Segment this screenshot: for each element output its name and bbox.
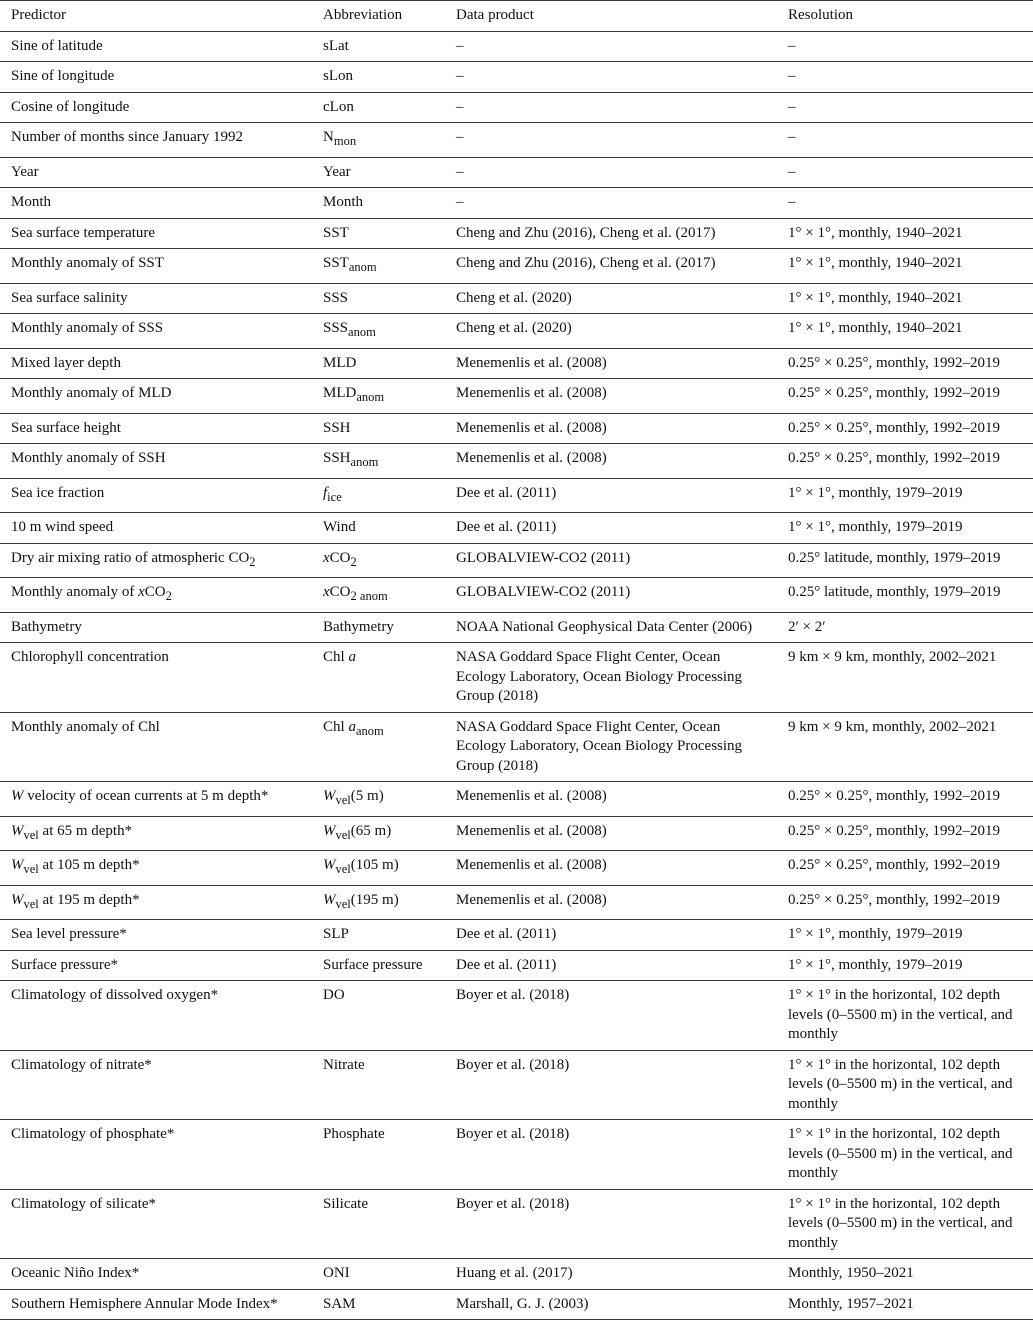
table-row bbox=[0, 782, 1033, 817]
cell-resolution: 1° × 1° in the horizontal, 102 depth levels (0–5500 m) in the vertical, and monthly bbox=[777, 1050, 1033, 1120]
cell-predictor: Climatology of phosphate* bbox=[0, 1120, 312, 1190]
table-row bbox=[0, 444, 1033, 479]
cell-resolution: – bbox=[777, 92, 1033, 123]
table-row bbox=[0, 816, 1033, 851]
cell-predictor: Surface pressure* bbox=[0, 950, 312, 981]
cell-abbreviation: Surface pressure bbox=[312, 950, 445, 981]
cell-abbreviation: DO bbox=[312, 981, 445, 1051]
cell-predictor: Climatology of silicate* bbox=[0, 1189, 312, 1259]
cell-abbreviation: Wind bbox=[312, 513, 445, 544]
cell-data-product: GLOBALVIEW-CO2 (2011) bbox=[445, 578, 777, 613]
cell-predictor: Monthly anomaly of SST bbox=[0, 249, 312, 284]
cell-abbreviation: Nitrate bbox=[312, 1050, 445, 1120]
cell-data-product: Cheng and Zhu (2016), Cheng et al. (2017) bbox=[445, 249, 777, 284]
cell-abbreviation: sLat bbox=[312, 31, 445, 62]
cell-data-product: Boyer et al. (2018) bbox=[445, 1120, 777, 1190]
cell-data-product: – bbox=[445, 188, 777, 219]
cell-predictor: Sea surface temperature bbox=[0, 218, 312, 249]
cell-abbreviation: Phosphate bbox=[312, 1120, 445, 1190]
table-row bbox=[0, 157, 1033, 188]
table-row bbox=[0, 1289, 1033, 1320]
table-row bbox=[0, 283, 1033, 314]
cell-abbreviation: Silicate bbox=[312, 1189, 445, 1259]
cell-abbreviation: $SSS_{anom}$ bbox=[312, 314, 445, 349]
table-row bbox=[0, 1120, 1033, 1190]
cell-resolution: 0.25° × 0.25°, monthly, 1992–2019 bbox=[777, 444, 1033, 479]
cell-predictor: Mixed layer depth bbox=[0, 348, 312, 379]
cell-abbreviation: Year bbox=[312, 157, 445, 188]
cell-data-product: Menemenlis et al. (2008) bbox=[445, 413, 777, 444]
cell-abbreviation: $MLD_{anom}$ bbox=[312, 379, 445, 414]
cell-abbreviation: SST bbox=[312, 218, 445, 249]
cell-data-product: – bbox=[445, 123, 777, 158]
cell-abbreviation: Bathymetry bbox=[312, 612, 445, 643]
table-row bbox=[0, 712, 1033, 782]
cell-resolution: 0.25° × 0.25°, monthly, 1992–2019 bbox=[777, 379, 1033, 414]
cell-resolution: 1° × 1°, monthly, 1940–2021 bbox=[777, 283, 1033, 314]
cell-predictor: Sine of latitude bbox=[0, 31, 312, 62]
header-abbreviation: Abbreviation bbox=[312, 1, 445, 32]
table-row bbox=[0, 379, 1033, 414]
cell-predictor: Sea surface salinity bbox=[0, 283, 312, 314]
cell-predictor: $W_{vel}$ at 195 m depth* bbox=[0, 885, 312, 920]
table-row bbox=[0, 643, 1033, 713]
cell-data-product: Menemenlis et al. (2008) bbox=[445, 851, 777, 886]
cell-resolution: 1° × 1°, monthly, 1940–2021 bbox=[777, 314, 1033, 349]
cell-abbreviation: $W_{vel}(5$ m) bbox=[312, 782, 445, 817]
table-row bbox=[0, 612, 1033, 643]
table-row bbox=[0, 981, 1033, 1051]
cell-predictor: Chlorophyll concentration bbox=[0, 643, 312, 713]
cell-abbreviation: MLD bbox=[312, 348, 445, 379]
cell-data-product: NASA Goddard Space Flight Center, Ocean Ecology Laboratory, Ocean Biology Processing Group (2018) bbox=[445, 643, 777, 713]
cell-predictor: $W_{vel}$ at 105 m depth* bbox=[0, 851, 312, 886]
cell-resolution: – bbox=[777, 123, 1033, 158]
header-predictor: Predictor bbox=[0, 1, 312, 32]
cell-abbreviation: $N_{mon}$ bbox=[312, 123, 445, 158]
cell-abbreviation: ONI bbox=[312, 1259, 445, 1290]
cell-abbreviation: $W_{vel}(195$ m) bbox=[312, 885, 445, 920]
table-row bbox=[0, 92, 1033, 123]
cell-data-product: NASA Goddard Space Flight Center, Ocean Ecology Laboratory, Ocean Biology Processing Group (2018) bbox=[445, 712, 777, 782]
cell-resolution: 9 km × 9 km, monthly, 2002–2021 bbox=[777, 712, 1033, 782]
cell-predictor: W velocity of ocean currents at 5 m depth* bbox=[0, 782, 312, 817]
table-row bbox=[0, 348, 1033, 379]
cell-predictor: Climatology of dissolved oxygen* bbox=[0, 981, 312, 1051]
table-row bbox=[0, 218, 1033, 249]
cell-resolution: – bbox=[777, 62, 1033, 93]
table-row bbox=[0, 188, 1033, 219]
header-resolution: Resolution bbox=[777, 1, 1033, 32]
cell-predictor: Month bbox=[0, 188, 312, 219]
cell-abbreviation: $W_{vel}(105$ m) bbox=[312, 851, 445, 886]
cell-resolution: – bbox=[777, 157, 1033, 188]
cell-data-product: Cheng et al. (2020) bbox=[445, 283, 777, 314]
cell-resolution: 1° × 1° in the horizontal, 102 depth levels (0–5500 m) in the vertical, and monthly bbox=[777, 1189, 1033, 1259]
cell-data-product: – bbox=[445, 62, 777, 93]
cell-predictor: Bathymetry bbox=[0, 612, 312, 643]
cell-data-product: Menemenlis et al. (2008) bbox=[445, 885, 777, 920]
table-row bbox=[0, 249, 1033, 284]
cell-data-product: Menemenlis et al. (2008) bbox=[445, 782, 777, 817]
cell-abbreviation: SAM bbox=[312, 1289, 445, 1320]
cell-predictor: Monthly anomaly of MLD bbox=[0, 379, 312, 414]
cell-predictor: Sea ice fraction bbox=[0, 478, 312, 513]
cell-predictor: Climatology of nitrate* bbox=[0, 1050, 312, 1120]
cell-resolution: 0.25° latitude, monthly, 1979–2019 bbox=[777, 578, 1033, 613]
cell-data-product: Dee et al. (2011) bbox=[445, 920, 777, 951]
cell-abbreviation: Chl $a_{anom}$ bbox=[312, 712, 445, 782]
cell-predictor: Cosine of longitude bbox=[0, 92, 312, 123]
table-row bbox=[0, 543, 1033, 578]
cell-resolution: 1° × 1°, monthly, 1979–2019 bbox=[777, 513, 1033, 544]
cell-resolution: 0.25° × 0.25°, monthly, 1992–2019 bbox=[777, 413, 1033, 444]
cell-predictor: $W_{vel}$ at 65 m depth* bbox=[0, 816, 312, 851]
table-row bbox=[0, 851, 1033, 886]
cell-predictor: 10 m wind speed bbox=[0, 513, 312, 544]
cell-abbreviation: SSH bbox=[312, 413, 445, 444]
table-body bbox=[0, 31, 1033, 1320]
cell-abbreviation: $f_{ice}$ bbox=[312, 478, 445, 513]
table-row bbox=[0, 31, 1033, 62]
cell-resolution: 1° × 1° in the horizontal, 102 depth levels (0–5500 m) in the vertical, and monthly bbox=[777, 1120, 1033, 1190]
cell-resolution: 1° × 1°, monthly, 1940–2021 bbox=[777, 249, 1033, 284]
table-header bbox=[0, 1, 1033, 32]
cell-predictor: Sea surface height bbox=[0, 413, 312, 444]
cell-resolution: 1° × 1° in the horizontal, 102 depth levels (0–5500 m) in the vertical, and monthly bbox=[777, 981, 1033, 1051]
cell-data-product: Boyer et al. (2018) bbox=[445, 1189, 777, 1259]
cell-abbreviation: Chl a bbox=[312, 643, 445, 713]
cell-data-product: Boyer et al. (2018) bbox=[445, 981, 777, 1051]
cell-data-product: Dee et al. (2011) bbox=[445, 950, 777, 981]
cell-predictor: Monthly anomaly of SSS bbox=[0, 314, 312, 349]
cell-predictor: Number of months since January 1992 bbox=[0, 123, 312, 158]
cell-data-product: – bbox=[445, 157, 777, 188]
cell-resolution: 0.25° × 0.25°, monthly, 1992–2019 bbox=[777, 782, 1033, 817]
cell-abbreviation: cLon bbox=[312, 92, 445, 123]
cell-resolution: 1° × 1°, monthly, 1940–2021 bbox=[777, 218, 1033, 249]
table-row bbox=[0, 123, 1033, 158]
table-row bbox=[0, 578, 1033, 613]
cell-data-product: Menemenlis et al. (2008) bbox=[445, 816, 777, 851]
cell-abbreviation: xCO$_{2 anom}$ bbox=[312, 578, 445, 613]
table-row bbox=[0, 1050, 1033, 1120]
cell-data-product: Dee et al. (2011) bbox=[445, 513, 777, 544]
cell-abbreviation: xCO$_2$ bbox=[312, 543, 445, 578]
cell-data-product: – bbox=[445, 31, 777, 62]
table-row bbox=[0, 62, 1033, 93]
cell-predictor: Dry air mixing ratio of atmospheric $CO_2$ bbox=[0, 543, 312, 578]
cell-data-product: Boyer et al. (2018) bbox=[445, 1050, 777, 1120]
cell-predictor: Year bbox=[0, 157, 312, 188]
cell-resolution: Monthly, 1950–2021 bbox=[777, 1259, 1033, 1290]
cell-abbreviation: $SSH_{anom}$ bbox=[312, 444, 445, 479]
cell-resolution: 2′ × 2′ bbox=[777, 612, 1033, 643]
cell-predictor: Oceanic Niño Index* bbox=[0, 1259, 312, 1290]
cell-resolution: 0.25° × 0.25°, monthly, 1992–2019 bbox=[777, 885, 1033, 920]
cell-data-product: Cheng et al. (2020) bbox=[445, 314, 777, 349]
cell-resolution: 1° × 1°, monthly, 1979–2019 bbox=[777, 950, 1033, 981]
cell-resolution: 9 km × 9 km, monthly, 2002–2021 bbox=[777, 643, 1033, 713]
table-row bbox=[0, 1259, 1033, 1290]
cell-resolution: – bbox=[777, 188, 1033, 219]
cell-predictor: Monthly anomaly of SSH bbox=[0, 444, 312, 479]
cell-abbreviation: Month bbox=[312, 188, 445, 219]
table-row bbox=[0, 950, 1033, 981]
cell-predictor: Monthly anomaly of Chl bbox=[0, 712, 312, 782]
table-row bbox=[0, 920, 1033, 951]
header-data-product: Data product bbox=[445, 1, 777, 32]
cell-data-product: GLOBALVIEW-CO2 (2011) bbox=[445, 543, 777, 578]
table-row bbox=[0, 1189, 1033, 1259]
cell-data-product: – bbox=[445, 92, 777, 123]
cell-abbreviation: SSS bbox=[312, 283, 445, 314]
cell-data-product: Menemenlis et al. (2008) bbox=[445, 348, 777, 379]
cell-data-product: Marshall, G. J. (2003) bbox=[445, 1289, 777, 1320]
cell-resolution: – bbox=[777, 31, 1033, 62]
cell-resolution: Monthly, 1957–2021 bbox=[777, 1289, 1033, 1320]
cell-data-product: Dee et al. (2011) bbox=[445, 478, 777, 513]
header-row bbox=[0, 1, 1033, 32]
cell-resolution: 1° × 1°, monthly, 1979–2019 bbox=[777, 920, 1033, 951]
cell-data-product: Cheng and Zhu (2016), Cheng et al. (2017) bbox=[445, 218, 777, 249]
cell-resolution: 0.25° latitude, monthly, 1979–2019 bbox=[777, 543, 1033, 578]
cell-resolution: 0.25° × 0.25°, monthly, 1992–2019 bbox=[777, 348, 1033, 379]
cell-resolution: 0.25° × 0.25°, monthly, 1992–2019 bbox=[777, 816, 1033, 851]
cell-abbreviation: SLP bbox=[312, 920, 445, 951]
table-row bbox=[0, 478, 1033, 513]
cell-predictor: Monthly anomaly of xCO$_2$ bbox=[0, 578, 312, 613]
cell-data-product: Menemenlis et al. (2008) bbox=[445, 379, 777, 414]
table-row bbox=[0, 314, 1033, 349]
cell-predictor: Sea level pressure* bbox=[0, 920, 312, 951]
table-row bbox=[0, 513, 1033, 544]
cell-data-product: NOAA National Geophysical Data Center (2006) bbox=[445, 612, 777, 643]
cell-resolution: 1° × 1°, monthly, 1979–2019 bbox=[777, 478, 1033, 513]
cell-predictor: Southern Hemisphere Annular Mode Index* bbox=[0, 1289, 312, 1320]
cell-predictor: Sine of longitude bbox=[0, 62, 312, 93]
cell-data-product: Menemenlis et al. (2008) bbox=[445, 444, 777, 479]
cell-abbreviation: $W_{vel}(65$ m) bbox=[312, 816, 445, 851]
cell-abbreviation: $SST_{anom}$ bbox=[312, 249, 445, 284]
cell-data-product: Huang et al. (2017) bbox=[445, 1259, 777, 1290]
cell-resolution: 0.25° × 0.25°, monthly, 1992–2019 bbox=[777, 851, 1033, 886]
cell-abbreviation: sLon bbox=[312, 62, 445, 93]
table-row bbox=[0, 885, 1033, 920]
table-row bbox=[0, 413, 1033, 444]
